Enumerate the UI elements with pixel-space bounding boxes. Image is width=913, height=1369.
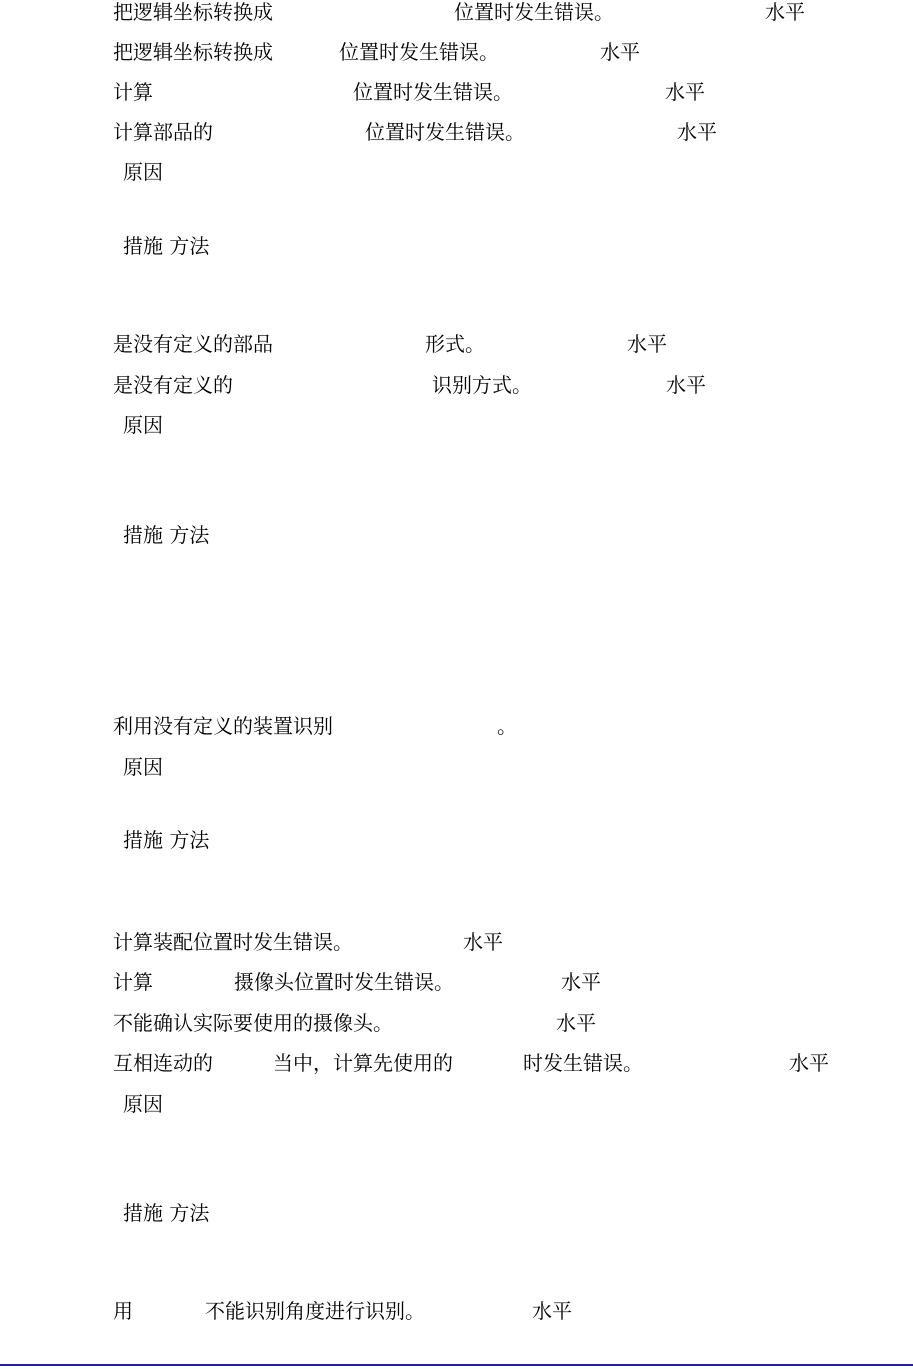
cause-label-2: 原因: [123, 413, 163, 437]
error-line-3-text-a: 计算: [113, 80, 153, 104]
error-line-5-level: 水平: [627, 332, 667, 356]
error-line-12-level: 水平: [532, 1299, 572, 1323]
error-line-2-level: 水平: [600, 40, 640, 64]
measure-label-2: 措施 方法: [123, 523, 210, 547]
error-line-12-text-b: 不能识别角度进行识别。: [205, 1299, 425, 1323]
error-line-11-text-b: 当中，计算先使用的: [273, 1051, 453, 1075]
error-line-4-level: 水平: [677, 120, 717, 144]
error-line-8-text-a: 计算装配位置时发生错误。: [113, 930, 353, 954]
error-line-4-text-a: 计算部品的: [113, 120, 213, 144]
error-line-10-level: 水平: [556, 1011, 596, 1035]
error-line-7-text-a: 利用没有定义的装置识别: [113, 714, 333, 738]
page-bottom-rule: [0, 1364, 913, 1366]
cause-label-3: 原因: [123, 755, 163, 779]
measure-label-4: 措施 方法: [123, 1201, 210, 1225]
error-line-9-text-b: 摄像头位置时发生错误。: [234, 970, 454, 994]
cause-label-4: 原因: [123, 1092, 163, 1116]
error-line-6-level: 水平: [666, 373, 706, 397]
error-line-2-text-b: 位置时发生错误。: [339, 40, 499, 64]
error-line-3-level: 水平: [665, 80, 705, 104]
error-line-5-text-b: 形式。: [425, 332, 485, 356]
error-line-11-level: 水平: [789, 1051, 829, 1075]
error-line-12-text-a: 用: [113, 1299, 133, 1323]
error-line-4-text-b: 位置时发生错误。: [365, 120, 525, 144]
error-line-1-text-a: 把逻辑坐标转换成: [113, 0, 273, 24]
measure-label-3: 措施 方法: [123, 828, 210, 852]
error-line-8-level: 水平: [463, 930, 503, 954]
error-line-9-text-a: 计算: [113, 970, 153, 994]
error-line-1-level: 水平: [765, 0, 805, 24]
error-line-9-level: 水平: [561, 970, 601, 994]
error-line-7-text-b: 。: [497, 714, 517, 738]
error-line-10-text-a: 不能确认实际要使用的摄像头。: [113, 1011, 393, 1035]
error-line-11-text-c: 时发生错误。: [523, 1051, 643, 1075]
error-line-11-text-a: 互相连动的: [113, 1051, 213, 1075]
error-line-6-text-a: 是没有定义的: [113, 373, 233, 397]
error-line-3-text-b: 位置时发生错误。: [353, 80, 513, 104]
error-line-5-text-a: 是没有定义的部品: [113, 332, 273, 356]
error-line-2-text-a: 把逻辑坐标转换成: [113, 40, 273, 64]
measure-label-1: 措施 方法: [123, 234, 210, 258]
cause-label-1: 原因: [123, 160, 163, 184]
error-line-6-text-b: 识别方式。: [432, 373, 532, 397]
error-line-1-text-b: 位置时发生错误。: [454, 0, 614, 24]
